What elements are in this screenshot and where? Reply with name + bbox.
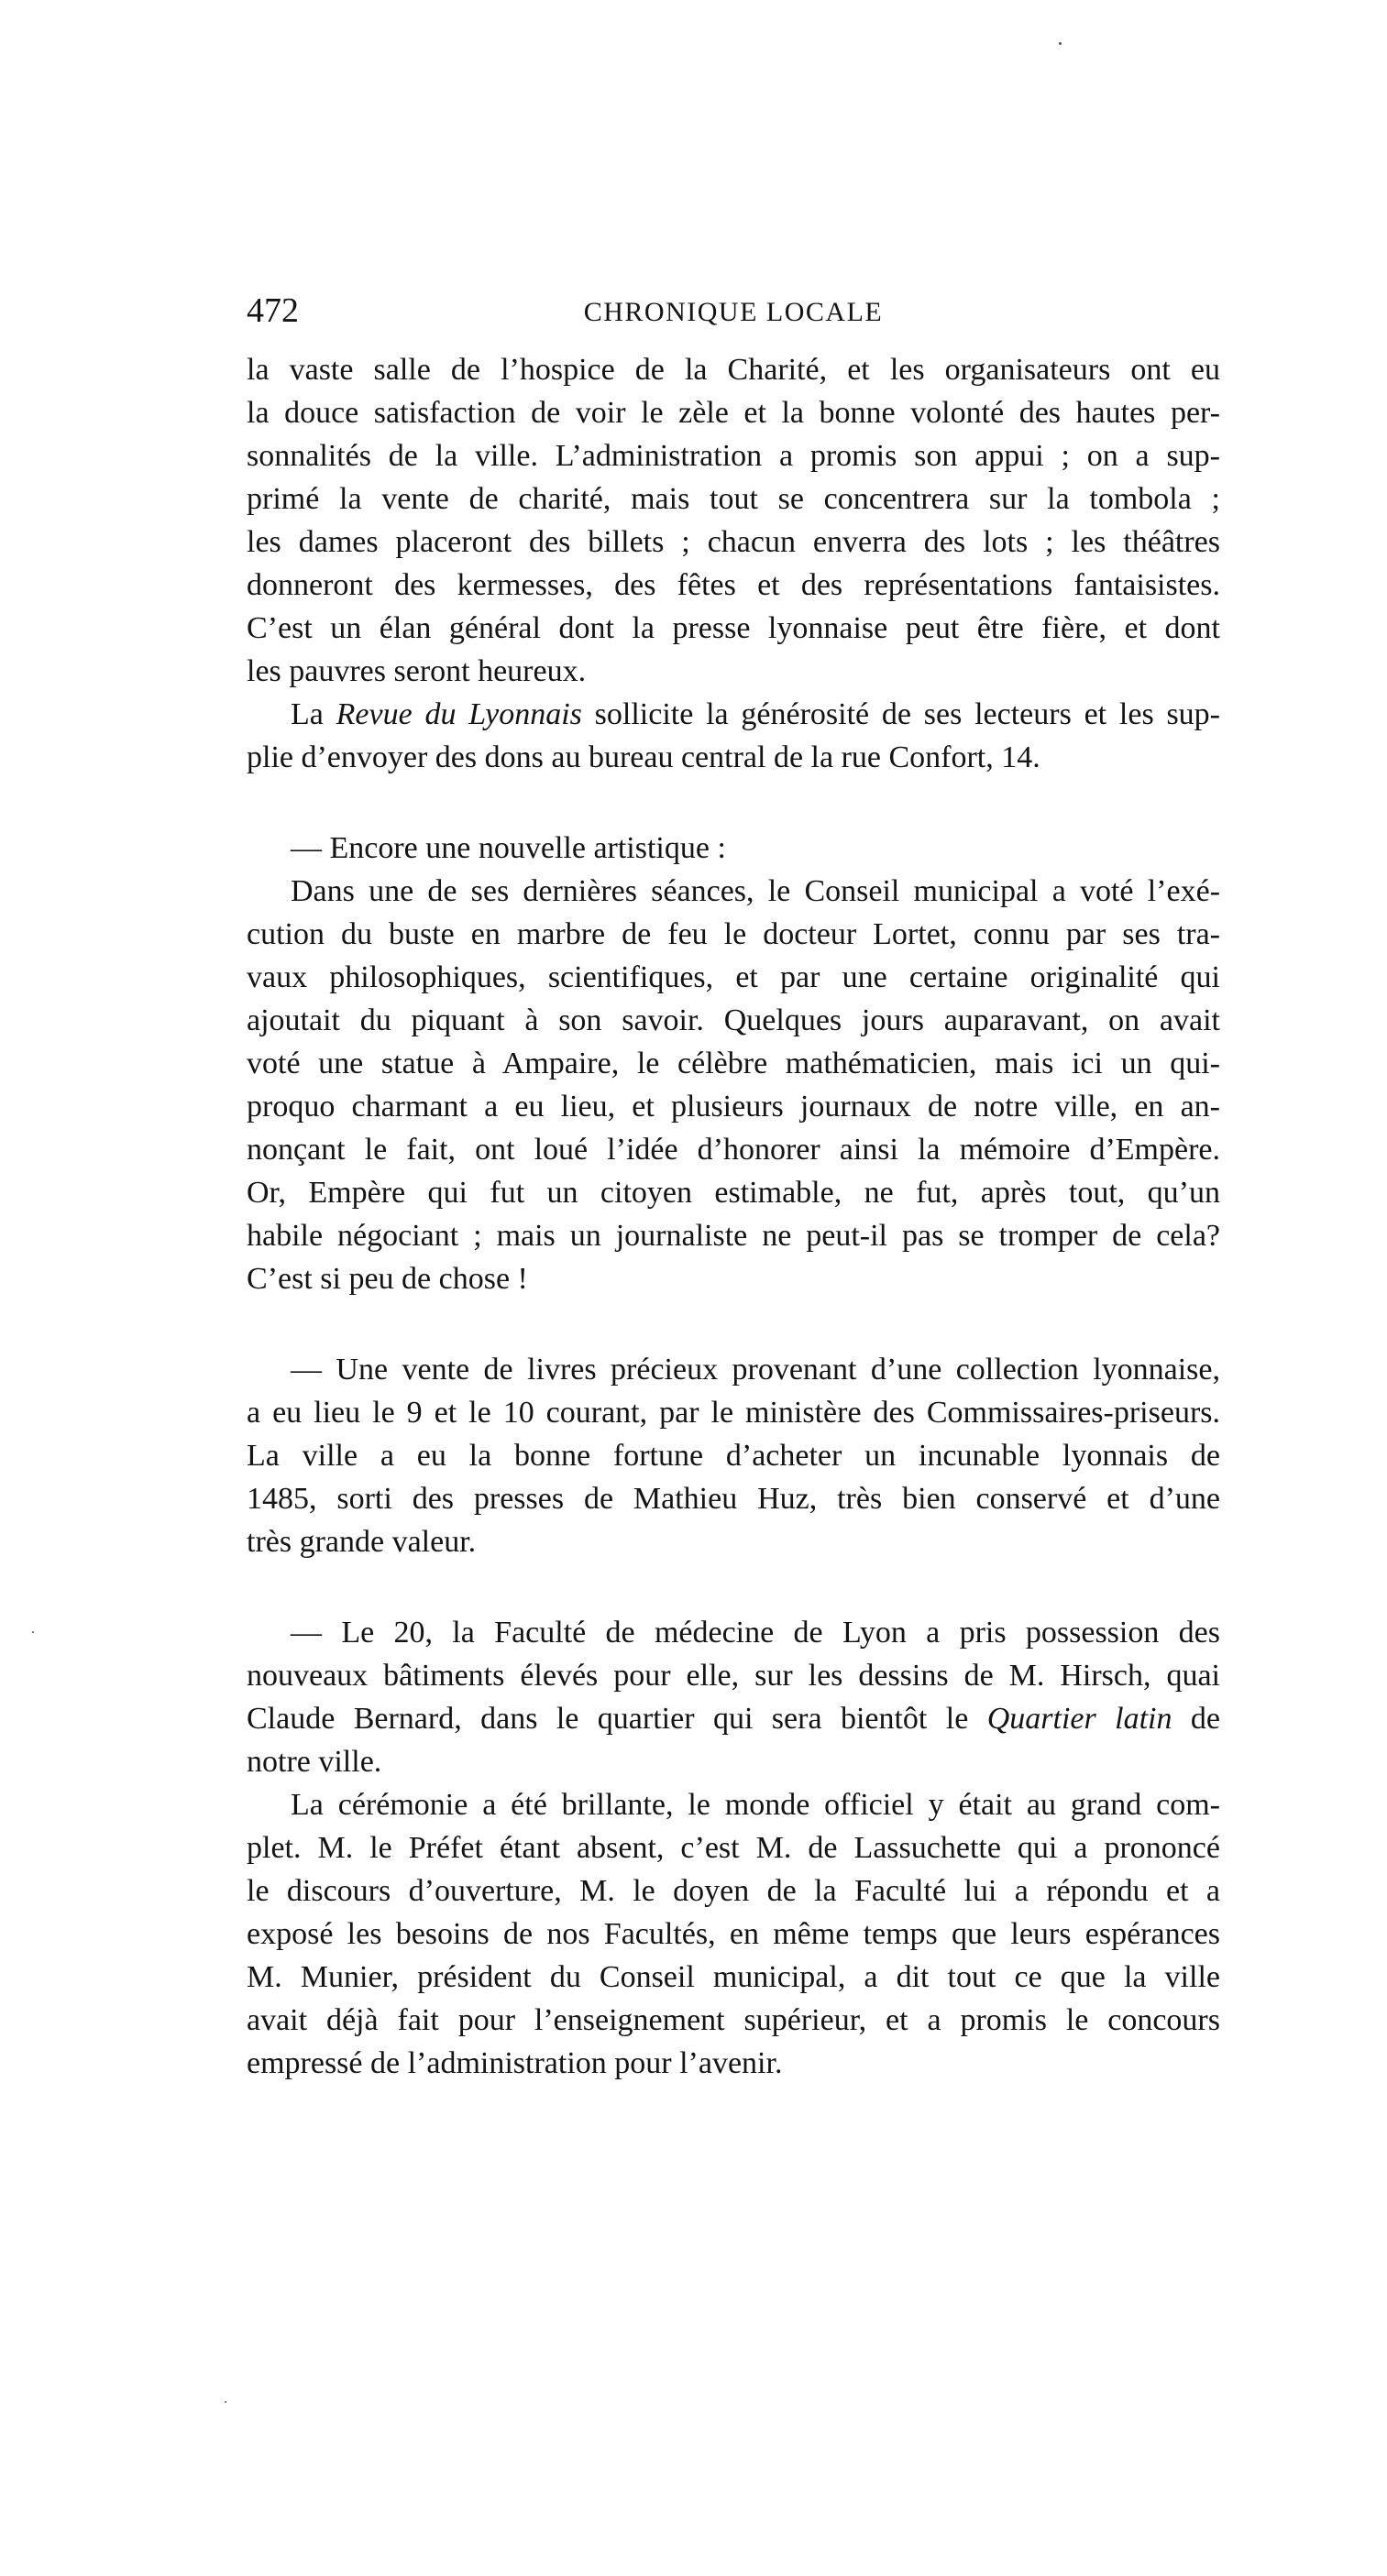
text-line: habile négociant ; mais un journaliste ne peut-il pas se tromper de cela? [247, 1219, 1220, 1253]
text-line: la douce satisfaction de voir le zèle et la bonne volonté des hautes per- [247, 396, 1220, 430]
publication-title: Revue du Lyonnais [336, 697, 582, 731]
text-run: La [291, 697, 336, 731]
section-gap [247, 1300, 1220, 1348]
body-text [247, 348, 1220, 2085]
text-line: cution du buste en marbre de feu le docteur Lortet, connu par ses tra- [247, 917, 1220, 951]
text-line: C’est un élan général dont la presse lyonnaise peut être fière, et dont [247, 611, 1220, 645]
paragraph-hospice-charite [247, 348, 1220, 693]
text-line: le discours d’ouverture, M. le doyen de la Faculté lui a répondu et a [247, 1874, 1220, 1908]
text-line: C’est si peu de chose ! [247, 1262, 528, 1296]
text-line: vaux philosophiques, scientifiques, et par une certaine originalité qui [247, 960, 1220, 994]
section-gap [247, 779, 1220, 827]
text-line: Or, Empère qui fut un citoyen estimable, ne fut, après tout, qu’un [247, 1176, 1220, 1210]
text-line: plie d’envoyer des dons au bureau central de la rue Confort, 14. [247, 740, 1040, 774]
text-line: — Encore une nouvelle artistique : [291, 831, 726, 865]
text-line: notre ville. [247, 1745, 382, 1779]
text-line [247, 693, 1220, 736]
text-line: ajoutait du piquant à son savoir. Quelques jours auparavant, on avait [247, 1003, 1220, 1037]
section-gap [247, 1563, 1220, 1611]
scan-speck [1059, 42, 1062, 45]
text-line: M. Munier, président du Conseil municipal, a dit tout ce que la ville [247, 1960, 1220, 1994]
text-line: donneront des kermesses, des fêtes et des représentations fantaisistes. [247, 568, 1220, 602]
text-line: la vaste salle de l’hospice de la Charité, et les organisateurs ont eu [247, 353, 1220, 387]
paragraph-buste-lortet [247, 870, 1220, 1300]
paragraph-ceremonie [247, 1783, 1220, 2085]
text-line: avait déjà fait pour l’enseignement supérieur, et a promis le concours [247, 2003, 1220, 2037]
text-line: les dames placeront des billets ; chacun enverra des lots ; les théâtres [247, 525, 1220, 559]
text-line: exposé les besoins de nos Facultés, en même temps que leurs espérances [247, 1917, 1220, 1951]
emphasized-term: Quartier latin [986, 1702, 1172, 1736]
text-line: les pauvres seront heureux. [247, 654, 587, 688]
paragraph-nouvelle-artistique [247, 827, 1220, 870]
text-line: a eu lieu le 9 et le 10 courant, par le ministère des Commissaires-priseurs. [247, 1396, 1220, 1430]
text-line: proquo charmant a eu lieu, et plusieurs journaux de notre ville, en an- [247, 1090, 1220, 1124]
paragraph-revue-du-lyonnais [247, 693, 1220, 779]
text-line: voté une statue à Ampaire, le célèbre mathématicien, mais ici un qui- [247, 1047, 1220, 1080]
running-title: CHRONIQUE LOCALE [583, 297, 884, 327]
text-line: La ville a eu la bonne fortune d’acheter un incunable lyonnais de [247, 1439, 1220, 1473]
text-line: plet. M. le Préfet étant absent, c’est M. de Lassuchette qui a prononcé [247, 1831, 1220, 1865]
text-line: très grande valeur. [247, 1525, 477, 1559]
text-line: La cérémonie a été brillante, le monde officiel y était au grand com- [291, 1788, 1220, 1822]
text-run: de [1172, 1702, 1220, 1736]
page-number: 472 [247, 291, 299, 330]
text-line: sonnalités de la ville. L’administration a promis son appui ; on a sup- [247, 439, 1220, 473]
text-line: — Une vente de livres précieux provenant d’une collection lyonnaise, [291, 1353, 1220, 1387]
paragraph-faculte-medecine [247, 1611, 1220, 1783]
text-line: Dans une de ses dernières séances, le Conseil municipal a voté l’exé- [291, 874, 1220, 908]
text-line: nouveaux bâtiments élevés pour elle, sur les dessins de M. Hirsch, quai [247, 1659, 1220, 1693]
text-line: empressé de l’administration pour l’avenir. [247, 2046, 783, 2080]
text-line [247, 1697, 1220, 1740]
text-run: Claude Bernard, dans le quartier qui sera bientôt le [247, 1702, 987, 1736]
text-line: nonçant le fait, ont loué l’idée d’honorer ainsi la mémoire d’Empère. [247, 1133, 1220, 1167]
text-line: 1485, sorti des presses de Mathieu Huz, très bien conservé et d’une [247, 1482, 1220, 1516]
text-run: sollicite la générosité de ses lecteurs et les sup- [581, 697, 1221, 731]
running-head [247, 290, 1220, 332]
scan-speck [32, 1631, 34, 1633]
text-line: — Le 20, la Faculté de médecine de Lyon a pris possession des [291, 1616, 1220, 1650]
scan-speck [225, 2401, 226, 2403]
paragraph-vente-livres [247, 1348, 1220, 1563]
text-line: primé la vente de charité, mais tout se concentrera sur la tombola ; [247, 482, 1220, 516]
